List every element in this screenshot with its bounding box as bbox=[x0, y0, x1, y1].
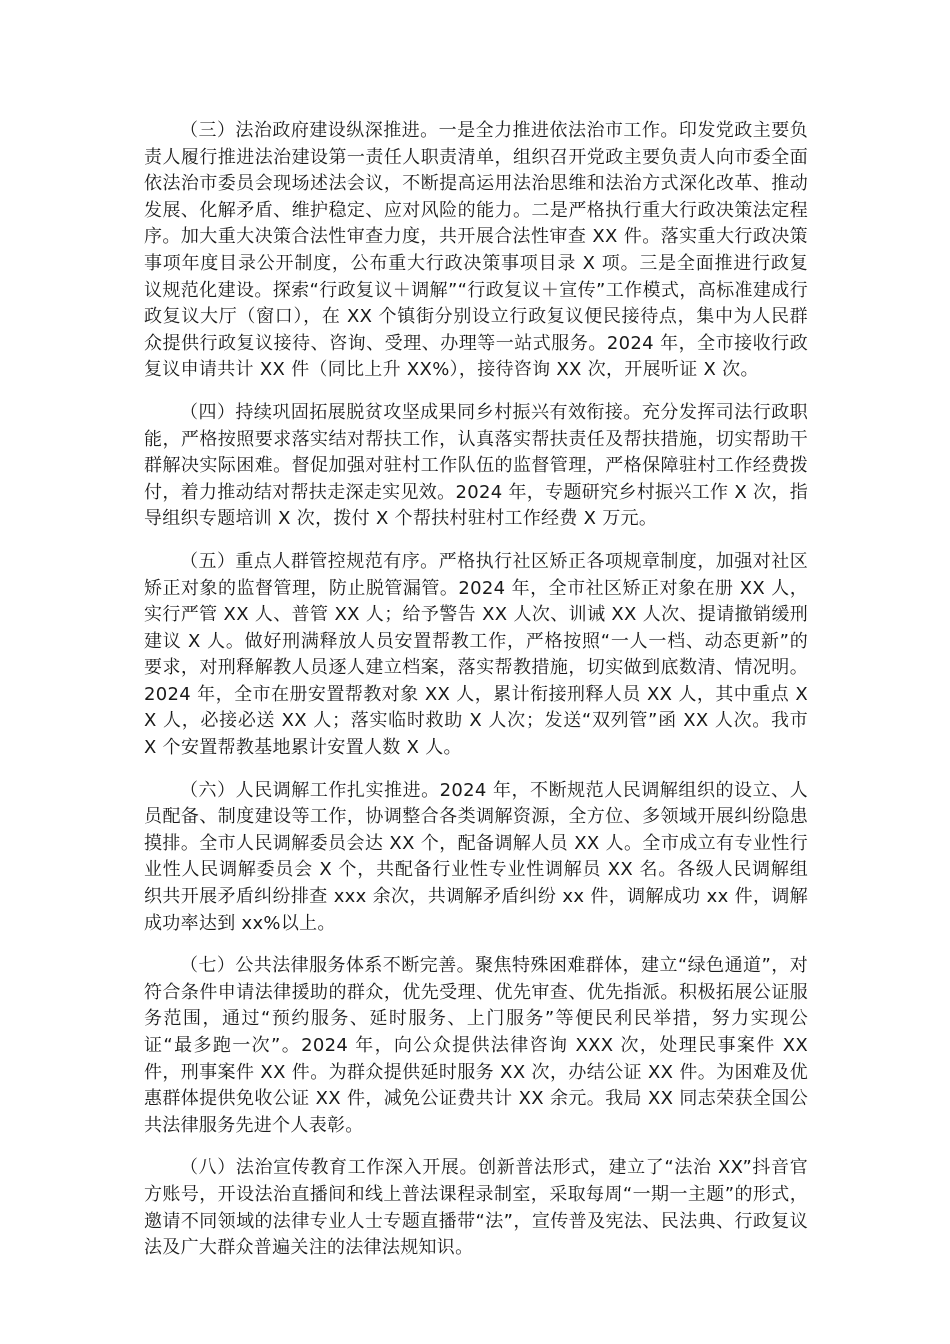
document-body bbox=[144, 118, 808, 1278]
paragraph-section-5: （五）重点人群管控规范有序。严格执行社区矫正各项规章制度，加强对社区矫正对象的监督管理，防止脱管漏管。2024 年，全市社区矫正对象在册 XX 人，实行严管 XX 人、普管 XX 人；给予警告 XX 人次、训诫 XX 人次、提请撤销缓刑建议 X 人。做好刑满释放人员安置帮教工作，严格按照“一人一档、动态更新”的要求，对刑释解教人员逐人建立档案，落实帮教措施，切实做到底数清、情况明。2024 年，全市在册安置帮教对象 XX 人，累计衔接刑释人员 XX 人，其中重点 XX 人，必接必送 XX 人；落实临时救助 X 人次；发送“双列管”函 XX 人次。我市 X 个安置帮教基地累计安置人数 X 人。 bbox=[144, 550, 808, 759]
paragraph-section-8: （八）法治宣传教育工作深入开展。创新普法形式，建立了“法治 XX”抖音官方账号，开设法治直播间和线上普法课程录制室，采取每周“一期一主题”的形式，邀请不同领域的法律专业人士专题直播带“法”，宣传普及宪法、民法典、行政复议法及广大群众普遍关注的法律法规知识。 bbox=[144, 1157, 808, 1259]
paragraph-section-7: （七）公共法律服务体系不断完善。聚焦特殊困难群体，建立“绿色通道”，对符合条件申请法律援助的群众，优先受理、优先审查、优先指派。积极拓展公证服务范围，通过“预约服务、延时服务、上门服务”等便民利民举措，努力实现公证“最多跑一次”。2024 年，向公众提供法律咨询 XXX 次，处理民事案件 XX 件，刑事案件 XX 件。为群众提供延时服务 XX 次，办结公证 XX 件。为困难及优惠群体提供免收公证 XX 件，减免公证费共计 XX 余元。我局 XX 同志荣获全国公共法律服务先进个人表彰。 bbox=[144, 955, 808, 1136]
paragraph-section-3: （三）法治政府建设纵深推进。一是全力推进依法治市工作。印发党政主要负责人履行推进法治建设第一责任人职责清单，组织召开党政主要负责人向市委全面依法治市委员会现场述法会议，不断提高运用法治思维和法治方式深化改革、推动发展、化解矛盾、维护稳定、应对风险的能力。二是严格执行重大行政决策法定程序。加大重大决策合法性审查力度，共开展合法性审查 XX 件。落实重大行政决策事项年度目录公开制度，公布重大行政决策事项目录 X 项。三是全面推进行政复议规范化建设。探索“行政复议＋调解”“行政复议＋宣传”工作模式，高标准建成行政复议大厅（窗口），在 XX 个镇街分别设立行政复议便民接待点，集中为人民群众提供行政复议接待、咨询、受理、办理等一站式服务。2024 年，全市接收行政复议申请共计 XX 件（同比上升 XX%），接待咨询 XX 次，开展听证 X 次。 bbox=[144, 120, 808, 381]
paragraph-section-4: （四）持续巩固拓展脱贫攻坚成果同乡村振兴有效衔接。充分发挥司法行政职能，严格按照要求落实结对帮扶工作，认真落实帮扶责任及帮扶措施，切实帮助干群解决实际困难。督促加强对驻村工作队伍的监督管理，严格保障驻村工作经费拨付，着力推动结对帮扶走深走实见效。2024 年，专题研究乡村振兴工作 X 次，指导组织专题培训 X 次，拨付 X 个帮扶村驻村工作经费 X 万元。 bbox=[144, 401, 808, 530]
paragraph-section-6: （六）人民调解工作扎实推进。2024 年，不断规范人民调解组织的设立、人员配备、制度建设等工作，协调整合各类调解资源，全方位、多领域开展纠纷隐患摸排。全市人民调解委员会达 XX 个，配备调解人员 XX 人。全市成立有专业性行业性人民调解委员会 X 个，共配备行业性专业性调解员 XX 名。各级人民调解组织共开展矛盾纠纷排查 xxx 余次，共调解矛盾纠纷 xx 件，调解成功 xx 件，调解成功率达到 xx%以上。 bbox=[144, 779, 808, 934]
